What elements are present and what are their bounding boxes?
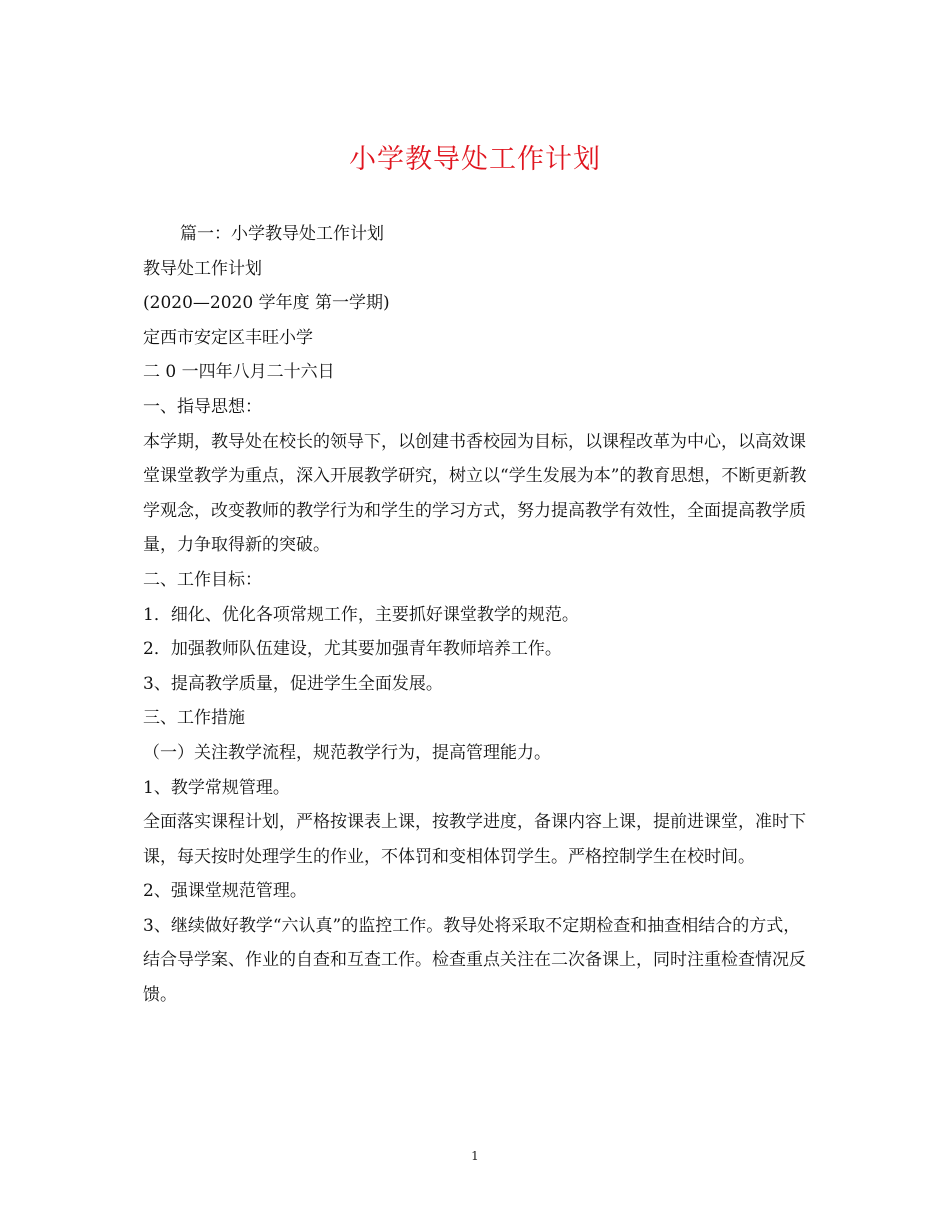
- goal-item-1: 1．细化、优化各项常规工作，主要抓好课堂教学的规范。: [143, 604, 579, 625]
- school-year: (2020—2020 学年度 第一学期): [143, 293, 390, 314]
- document-body: [143, 217, 807, 1013]
- measure-heading-1: 1、教学常规管理。: [143, 777, 290, 798]
- plan-name: 教导处工作计划: [143, 258, 262, 279]
- article-heading: 篇一：小学教导处工作计划: [180, 224, 384, 244]
- subsection-heading-1: （一）关注教学流程，规范教学行为，提高管理能力。: [143, 742, 551, 763]
- section-heading-guiding-thought: 一、指导思想：: [143, 396, 262, 417]
- school-name: 定西市安定区丰旺小学: [143, 327, 313, 348]
- section-heading-work-goals: 二、工作目标：: [143, 569, 262, 590]
- goal-item-2: 2．加强教师队伍建设，尤其要加强青年教师培养工作。: [143, 639, 562, 660]
- section-heading-work-measures: 三、工作措施: [143, 708, 245, 729]
- goal-item-3: 3、提高教学质量，促进学生全面发展。: [143, 673, 443, 694]
- paragraph-guiding-thought: 本学期，教导处在校长的领导下，以创建书香校园为目标，以课程改革为中心，以高效课堂课堂教学为重点，深入开展教学研究，树立以“学生发展为本”的教育思想，不断更新教学观念，改变教师的教学行为和学生的学习方式，努力提高教学有效性，全面提高教学质量，力争取得新的突破。: [143, 431, 807, 556]
- paragraph-monitoring: 3、继续做好教学“六认真”的监控工作。教导处将采取不定期检查和抽查相结合的方式，结合导学案、作业的自查和互查工作。检查重点关注在二次备课上，同时注重检查情况反馈。: [143, 915, 806, 1006]
- document-title: 小学教导处工作计划: [349, 144, 601, 175]
- paragraph-routine-management: 全面落实课程计划，严格按课表上课，按教学进度，备课内容上课，提前进课堂，准时下课，每天按时处理学生的作业，不体罚和变相体罚学生。严格控制学生在校时间。: [143, 812, 806, 867]
- document-date: 二 0 一四年八月二十六日: [143, 362, 335, 383]
- measure-heading-2: 2、强课堂规范管理。: [143, 881, 307, 902]
- page-number: 1: [471, 1149, 479, 1163]
